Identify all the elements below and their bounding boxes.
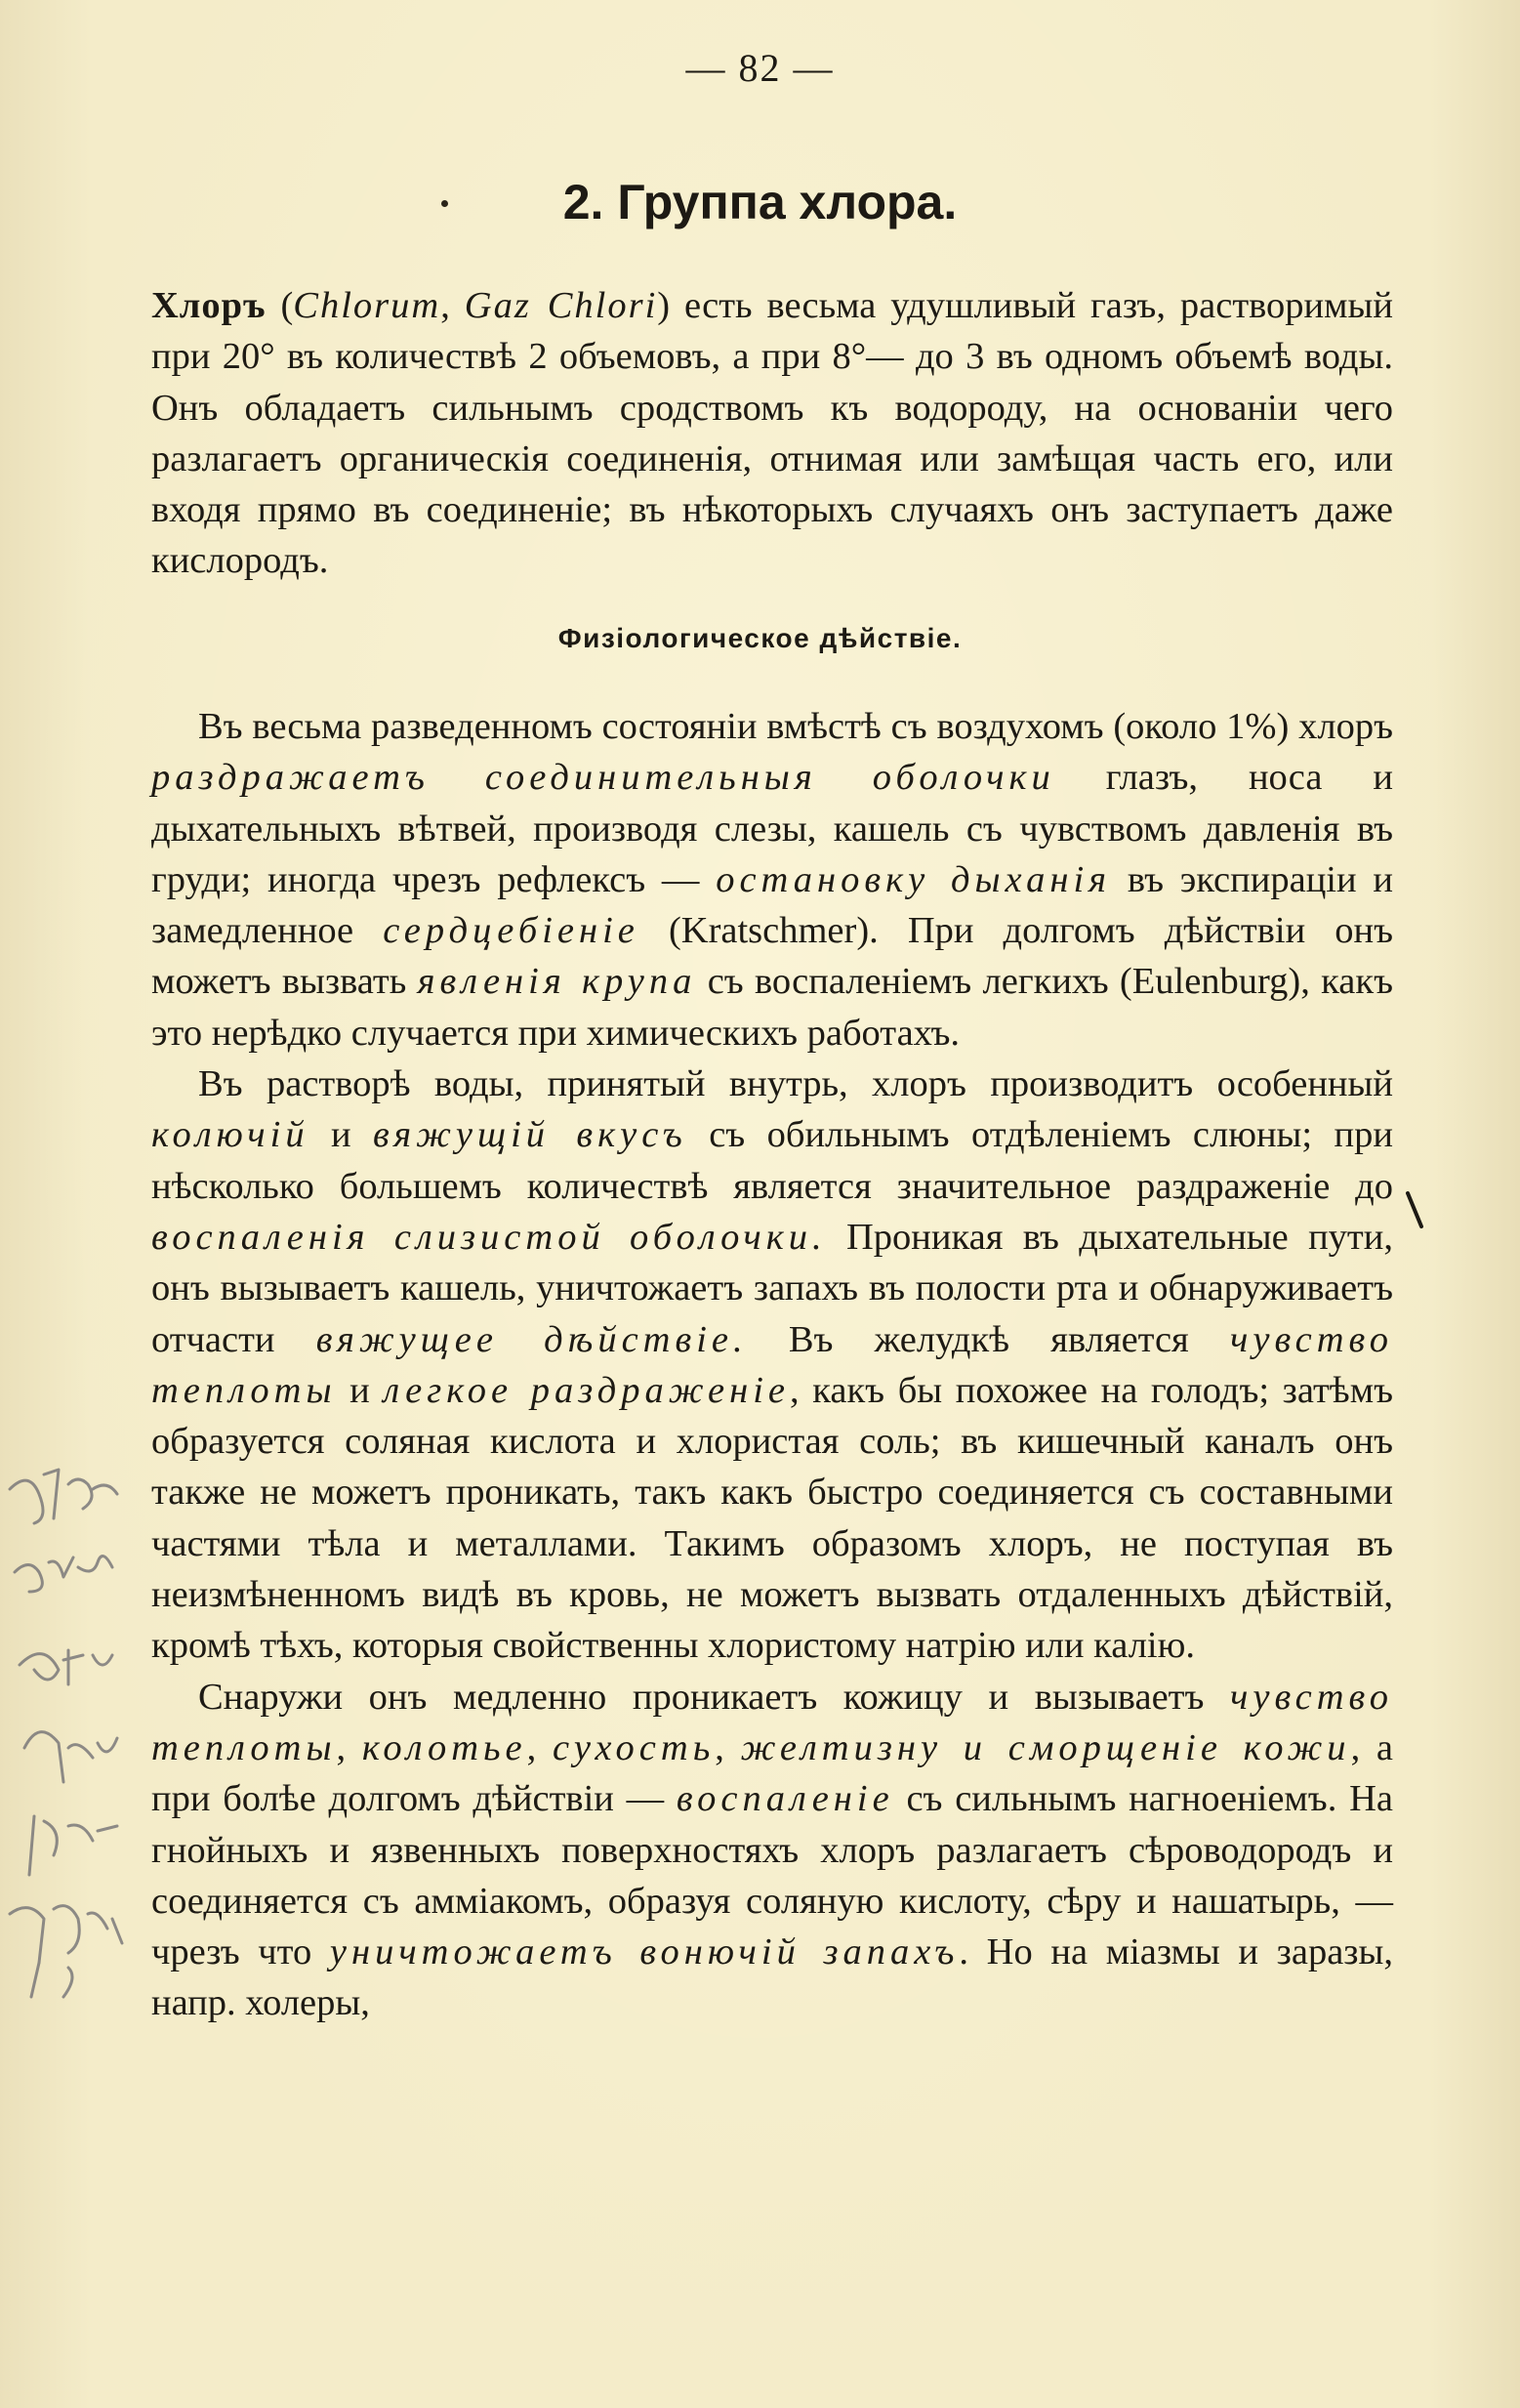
emphasis: раздражаетъ соединительныя оболочки: [151, 757, 1055, 799]
emphasis: воспаленія слизистой оболочки.: [151, 1216, 827, 1258]
intro-paren: (: [266, 285, 294, 326]
emphasis: воспаленіе: [676, 1778, 894, 1820]
paragraph-ingestion: Въ растворѣ воды, принятый внутрь, хлоръ производитъ особенный колючій и вяжущій вкусъ съ обильнымъ отдѣленіемъ слюны; при нѣсколько большемъ количествѣ является значительное раздраженіе до воспаленія слизистой оболочки. Проникая въ дыхательные пути, онъ вызываетъ кашель, уничтожаетъ запахъ въ полости рта и обнаруживаетъ отчасти вяжущее дѣйствіе. Въ желудкѣ является чувство теплоты и легкое раздраженіе, какъ бы похожее на голодъ; затѣмъ образуется соляная кислота и хлористая соль; въ кишечный каналъ онъ также не можетъ проникать, такъ какъ быстро соединяется съ составными частями тѣла и металлами. Такимъ образомъ хлоръ, не поступая въ неизмѣненномъ видѣ въ кровь, не можетъ вызвать отдаленныхъ дѣйствій, кромѣ тѣхъ, которыя свойственны хлористому натрію или калію.: [151, 1063, 1393, 1667]
emphasis: легкое раздраженіе: [383, 1369, 790, 1411]
pencil-margin-notes: [0, 1455, 151, 2002]
emphasis: чувство теплоты: [151, 1676, 1393, 1768]
emphasis: сухость: [553, 1726, 716, 1768]
emphasis: вяжущее дѣйствіе.: [315, 1318, 748, 1360]
emphasis: вяжущій вкусъ: [373, 1114, 687, 1156]
intro-comma: ,: [440, 285, 465, 326]
ink-mark: [1404, 1189, 1427, 1232]
emphasis: уничтожаетъ вонючій запахъ: [329, 1931, 960, 1973]
chlorine-term: Хлоръ: [151, 285, 267, 326]
paragraph-inhalation: Въ весьма разведенномъ состояніи вмѣстѣ съ воздухомъ (около 1%) хлоръ раздражаетъ соединительныя оболочки глазъ, носа и дыхательныхъ вѣтвей, производя слезы, кашель съ чувствомъ давленія въ груди; иногда чрезъ рефлексъ — остановку дыханія въ экспираціи и замедленное сердцебіеніе (Kratschmer). При долгомъ дѣйствіи онъ можетъ вызвать явленія крупа съ воспаленіемъ легкихъ (Eulenburg), какъ это нерѣдко случается при химическихъ работахъ.: [151, 706, 1393, 1054]
emphasis: чувство теплоты: [151, 1318, 1393, 1411]
page-number: — 82 —: [685, 46, 835, 90]
subheading-physiological-action: Физіологическое дѣйствіе.: [557, 623, 963, 653]
emphasis: колотье: [361, 1726, 527, 1768]
emphasis: явленія крупа: [417, 961, 697, 1003]
intro-text: ) есть весьма удушливый газъ, растворимый при 20° въ количествѣ 2 объемовъ, а при 8°— до 3 въ одномъ объемѣ воды. Онъ обладаетъ сильнымъ сродствомъ къ водороду, на основаніи чего разлагаетъ органическія соединенія, отнимая или замѣщая часть его, или входя прямо въ соединеніе; въ нѣкоторыхъ случаяхъ онъ заступаетъ даже кислородъ.: [151, 285, 1393, 582]
latin-name-chlorum: Chlorum: [293, 285, 441, 326]
emphasis: колючій: [151, 1114, 309, 1156]
handwritten-scribbles: [0, 1455, 151, 2002]
backslash-ink-stroke: [1404, 1189, 1427, 1232]
intro-paragraph: [151, 280, 1393, 587]
emphasis: желтизну и сморщеніе кожи: [740, 1726, 1351, 1768]
effects-text: [151, 701, 1393, 2029]
emphasis: сердцебіеніе: [383, 910, 639, 952]
emphasis: остановку дыханія: [716, 858, 1112, 900]
latin-name-gaz-chlori: Gaz Chlori: [464, 285, 658, 326]
section-title: 2. Группа хлора.: [562, 175, 958, 229]
paragraph-external: Снаружи онъ медленно проникаетъ кожицу и вызываетъ чувство теплоты, колотье, сухость, желтизну и сморщеніе кожи, а при болѣе долгомъ дѣйствіи — воспаленіе съ сильнымъ нагноеніемъ. На гнойныхъ и язвенныхъ поверхностяхъ хлоръ разлагаетъ сѣроводородъ и соединяется съ амміакомъ, образуя соляную кислоту, сѣру и нашатырь, — чрезъ что уничтожаетъ вонючій запахъ. Но на міазмы и заразы, напр. холеры,: [151, 1676, 1394, 2024]
